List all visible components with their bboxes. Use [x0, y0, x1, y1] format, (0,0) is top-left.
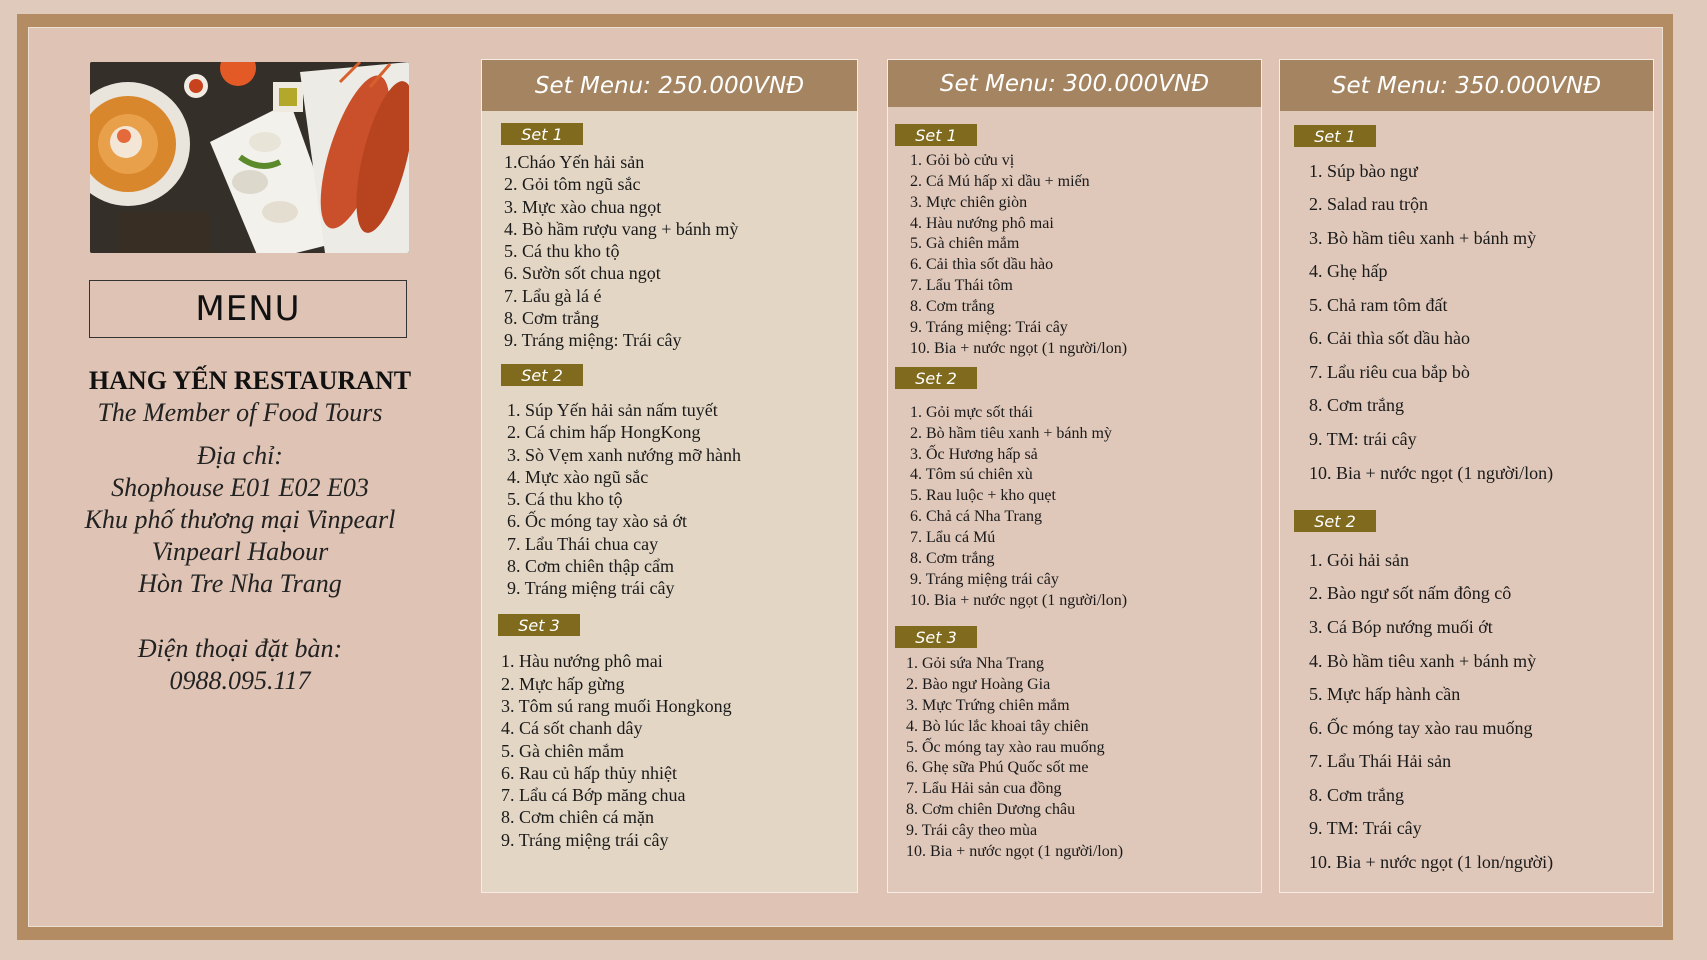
dish-item: 9. Tráng miệng trái cây: [910, 571, 1059, 588]
set-label: Set 1: [1294, 125, 1376, 147]
dish-item: 5. Gà chiên mắm: [501, 741, 624, 761]
dish-item: 2. Cá Mú hấp xì dầu + miến: [910, 173, 1090, 190]
address-line: Khu phố thương mại Vinpearl: [84, 505, 396, 534]
dish-item: 8. Cơm chiên cá mặn: [501, 807, 654, 827]
dish-item: 1. Hàu nướng phô mai: [501, 651, 663, 671]
dish-item: 10. Bia + nước ngọt (1 lon/người): [1309, 852, 1554, 872]
dish-item: 1. Gỏi mực sốt thái: [910, 404, 1033, 421]
dish-item: 8. Cơm chiên Dương châu: [906, 801, 1076, 818]
dish-item: 1. Súp bào ngư: [1309, 161, 1418, 181]
dish-item: 8. Cơm chiên thập cẩm: [507, 556, 674, 576]
dish-item: 9. Tráng miệng: Trái cây: [910, 319, 1068, 336]
dish-item: 3. Ốc Hương hấp sả: [910, 446, 1038, 463]
dish-item: 7. Lẩu Hải sản cua đồng: [906, 780, 1062, 797]
dish-item: 7. Lẩu Thái chua cay: [507, 534, 659, 554]
dish-item: 10. Bia + nước ngọt (1 người/lon): [906, 843, 1124, 860]
dish-item: 1. Gỏi sứa Nha Trang: [906, 655, 1045, 672]
phone-label: Điện thoại đặt bàn:: [137, 634, 343, 663]
dish-item: 2. Mực hấp gừng: [501, 674, 625, 694]
column-header: Set Menu: 350.000VNĐ: [1280, 60, 1653, 111]
dish-item: 8. Cơm trắng: [910, 550, 995, 567]
dish-item: 9. Tráng miệng trái cây: [501, 830, 669, 850]
address-line: Vinpearl Habour: [151, 537, 329, 566]
dish-item: 1.Cháo Yến hải sản: [504, 152, 645, 172]
phone-number: 0988.095.117: [169, 666, 311, 695]
set-label: Set 1: [895, 124, 977, 146]
dish-item: 8. Cơm trắng: [504, 308, 600, 328]
set-label: Set 3: [498, 614, 580, 636]
dish-item: 9. TM: Trái cây: [1309, 818, 1422, 838]
dish-item: 4. Bò hầm rượu vang + bánh mỳ: [504, 219, 739, 239]
dish-item: 4. Bò lúc lắc khoai tây chiên: [906, 718, 1089, 735]
dish-item: 5. Chả ram tôm đất: [1309, 295, 1448, 315]
dish-item: 3. Mực chiên giòn: [910, 194, 1028, 211]
dish-item: 8. Cơm trắng: [910, 298, 995, 315]
tagline: The Member of Food Tours: [97, 398, 383, 427]
dish-item: 7. Lẩu Thái Hải sản: [1309, 751, 1452, 771]
set-label: Set 1: [501, 123, 583, 145]
dish-item: 3. Cá Bóp nướng muối ớt: [1309, 617, 1493, 637]
dish-item: 4. Bò hầm tiêu xanh + bánh mỳ: [1309, 651, 1537, 671]
dish-item: 5. Cá thu kho tộ: [504, 241, 620, 261]
dish-item: 4. Tôm sú chiên xù: [910, 466, 1033, 483]
dish-item: 3. Bò hầm tiêu xanh + bánh mỳ: [1309, 228, 1537, 248]
dish-item: 5. Cá thu kho tộ: [507, 489, 623, 509]
dish-item: 2. Gỏi tôm ngũ sắc: [504, 174, 641, 194]
dish-item: 10. Bia + nước ngọt (1 người/lon): [910, 592, 1128, 609]
dish-item: 6. Cải thìa sốt dầu hào: [910, 256, 1054, 273]
dish-item: 7. Lẩu cá Bớp măng chua: [501, 785, 686, 805]
address-label: Địa chỉ:: [197, 441, 283, 470]
dish-item: 4. Ghẹ hấp: [1309, 261, 1388, 281]
dish-item: 4. Hàu nướng phô mai: [910, 215, 1054, 232]
dish-item: 5. Rau luộc + kho quẹt: [910, 487, 1056, 504]
dish-item: 6. Sườn sốt chua ngọt: [504, 263, 661, 283]
dish-item: 6. Ốc móng tay xào sả ớt: [507, 511, 687, 531]
dish-item: 9. TM: trái cây: [1309, 429, 1417, 449]
menu-column-350k: [1279, 59, 1654, 893]
dish-item: 9. Tráng miệng trái cây: [507, 578, 675, 598]
dish-item: 4. Cá sốt chanh dây: [501, 718, 643, 738]
dish-item: 6. Ghẹ sữa Phú Quốc sốt me: [906, 759, 1089, 776]
dish-item: 3. Mực xào chua ngọt: [504, 197, 662, 217]
dish-item: 10. Bia + nước ngọt (1 người/lon): [1309, 463, 1554, 483]
menu-title-box: [89, 280, 407, 338]
dish-item: 1. Gỏi bò cửu vị: [910, 152, 1015, 169]
dish-item: 2. Bò hầm tiêu xanh + bánh mỳ: [910, 425, 1112, 442]
dish-item: 8. Cơm trắng: [1309, 785, 1405, 805]
food-photo: [90, 62, 409, 253]
menu-column-300k: [887, 59, 1262, 893]
dish-item: 5. Mực hấp hành cần: [1309, 684, 1461, 704]
dish-item: 7. Lẩu riêu cua bắp bò: [1309, 362, 1470, 382]
dish-item: 6. Rau củ hấp thủy nhiệt: [501, 763, 677, 783]
dish-item: 6. Chả cá Nha Trang: [910, 508, 1042, 525]
dish-item: 5. Ốc móng tay xào rau muống: [906, 739, 1105, 756]
set-label: Set 2: [501, 364, 583, 386]
dish-item: 7. Lẩu gà lá é: [504, 286, 602, 306]
dish-item: 7. Lẩu cá Mú: [910, 529, 996, 546]
dish-item: 1. Súp Yến hải sản nấm tuyết: [507, 400, 718, 420]
dish-item: 3. Sò Vẹm xanh nướng mỡ hành: [507, 445, 741, 465]
dish-item: 3. Mực Trứng chiên mắm: [906, 697, 1070, 714]
set-label: Set 2: [1294, 510, 1376, 532]
dish-item: 6. Ốc móng tay xào rau muống: [1309, 718, 1533, 738]
dish-item: 2. Salad rau trộn: [1309, 194, 1428, 214]
dish-item: 9. Trái cây theo mùa: [906, 822, 1038, 839]
restaurant-name: HANG YẾN RESTAURANT: [88, 366, 412, 395]
column-header: Set Menu: 300.000VNĐ: [888, 60, 1261, 107]
column-header: Set Menu: 250.000VNĐ: [482, 60, 857, 111]
dish-item: 5. Gà chiên mắm: [910, 235, 1020, 252]
dish-item: 2. Bào ngư sốt nấm đông cô: [1309, 583, 1512, 603]
dish-item: 6. Cải thìa sốt dầu hào: [1309, 328, 1470, 348]
address-line: Shophouse E01 E02 E03: [111, 473, 369, 502]
menu-title: MENU: [195, 289, 301, 329]
menu-column-250k: [481, 59, 858, 893]
dish-item: 2. Cá chim hấp HongKong: [507, 422, 701, 442]
dish-item: 4. Mực xào ngũ sắc: [507, 467, 649, 487]
dish-item: 7. Lẩu Thái tôm: [910, 277, 1013, 294]
dish-item: 9. Tráng miệng: Trái cây: [504, 330, 682, 350]
set-label: Set 3: [895, 626, 977, 648]
dish-item: 2. Bào ngư Hoàng Gia: [906, 676, 1051, 693]
address-line: Hòn Tre Nha Trang: [138, 569, 342, 598]
dish-item: 10. Bia + nước ngọt (1 người/lon): [910, 340, 1128, 357]
dish-item: 8. Cơm trắng: [1309, 395, 1405, 415]
dish-item: 3. Tôm sú rang muối Hongkong: [501, 696, 732, 716]
set-label: Set 2: [895, 367, 977, 389]
dish-item: 1. Gỏi hải sản: [1309, 550, 1409, 570]
